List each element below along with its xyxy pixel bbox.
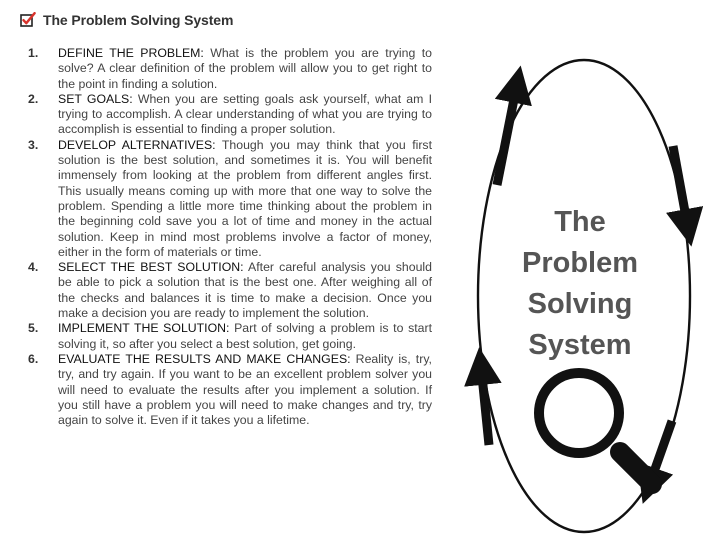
step-item xyxy=(28,352,432,428)
arrow-up-icon xyxy=(481,366,489,445)
step-number: 6. xyxy=(28,351,39,366)
diagram-title-line: System xyxy=(528,329,632,361)
diagram-title xyxy=(480,202,680,366)
step-item xyxy=(28,46,432,92)
diagram-title-line: Problem xyxy=(521,247,639,279)
step-text xyxy=(58,260,432,321)
step-number: 3. xyxy=(28,137,39,152)
step-heading: SET GOALS: xyxy=(58,91,133,106)
step-item xyxy=(28,92,432,138)
step-text xyxy=(58,46,432,92)
step-number: 5. xyxy=(28,321,39,336)
arrow-up-icon xyxy=(497,84,517,185)
step-text xyxy=(58,352,432,428)
step-number: 1. xyxy=(28,46,39,60)
step-body: Though you may think that you first solution is the best solution, and sometimes it is. You will benefit immensely from looking at the problem from different angles first. This usually means coming up with more that one way to solve the problem. Spending a little more time thinking about the problem in the beginning cold save you a lot of time and money in the actual solution. Keep in mind most problems involve a factor of money, either in the form of materials or time. xyxy=(58,137,433,259)
diagram-title-line: The xyxy=(554,206,606,238)
document-header xyxy=(20,10,233,30)
step-heading: IMPLEMENT THE SOLUTION: xyxy=(58,321,230,336)
step-heading: SELECT THE BEST SOLUTION: xyxy=(58,260,244,275)
step-item xyxy=(28,138,432,260)
diagram-title-line: Solving xyxy=(527,288,633,320)
step-text xyxy=(58,92,432,138)
magnifying-glass-icon xyxy=(539,373,652,484)
step-text xyxy=(58,138,432,260)
step-heading: EVALUATE THE RESULTS AND MAKE CHANGES: xyxy=(58,351,351,366)
step-body: After careful analysis you should be able to pick a solution that is the best one. After weighing all of the checks and balances it is time to make a decision. Once you make a decision you are ready to implement the solution. xyxy=(58,260,432,321)
step-body: What is the problem you are trying to solve? A clear definition of the problem will allow you to get right to the point in finding a solution. xyxy=(58,46,432,91)
checkbox-checked-icon xyxy=(20,12,36,28)
step-item xyxy=(28,260,432,321)
document-title: The Problem Solving System xyxy=(43,12,234,28)
step-number: 2. xyxy=(28,91,39,106)
step-item xyxy=(28,321,432,352)
step-number: 4. xyxy=(28,260,39,275)
step-text xyxy=(58,321,432,352)
step-body: Part of solving a problem is to start solving it, so after you select a best solution, get going. xyxy=(58,321,432,351)
steps-list xyxy=(28,46,432,428)
step-heading: DEFINE THE PROBLEM: xyxy=(58,46,204,60)
step-heading: DEVELOP ALTERNATIVES: xyxy=(58,137,216,152)
step-body: Reality is, try, try, and try again. If you want to be an excellent problem solver you will need to evaluate the results after you implement a solution. If you still have a problem you will need to make changes and try, try again to solve it. Even if it takes you a lifetime. xyxy=(58,351,432,428)
step-body: When you are setting goals ask yourself, what am I trying to accomplish. A clear understanding of what you are trying to accomplish is essential to finding a proper solution. xyxy=(58,91,432,137)
